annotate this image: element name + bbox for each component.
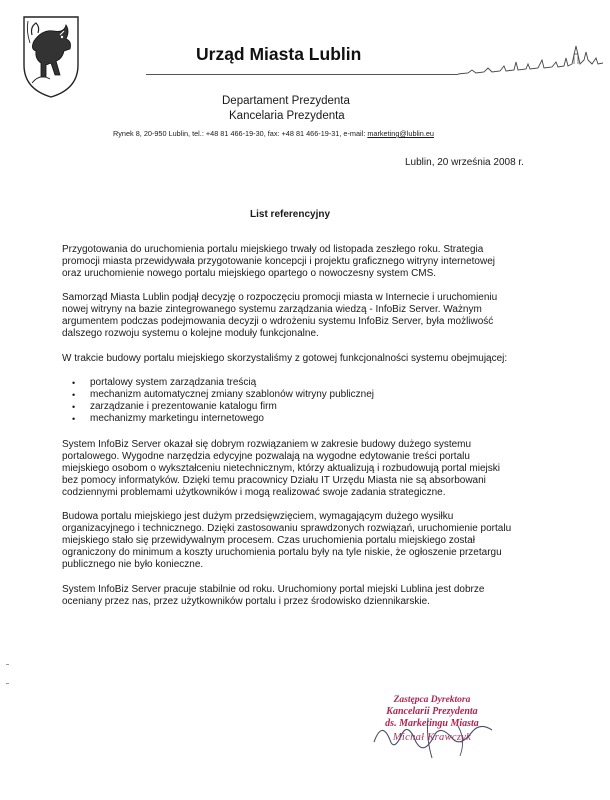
- stamp-signatory-name: Michał Krawczyk: [392, 732, 472, 743]
- paragraph-line: organizacyjnego i technicznego. Dzięki zastosowaniu sprawdzonych rozwiązań, uruchomienie portalu: [62, 523, 512, 535]
- paragraph-line: Samorząd Miasta Lublin podjął decyzję o rozpoczęciu promocji miasta w Internecie i uruchomieniu: [62, 292, 498, 303]
- list-item: • portalowy system zarządzania treścią: [72, 377, 374, 389]
- margin-mark: [6, 664, 9, 665]
- contact-details: Rynek 8, 20-950 Lublin, tel.: +48 81 466-19-30, fax: +48 81 466-19-31, e-mail:: [113, 129, 368, 138]
- paragraph-line: miejskiego osobom o wykształceniu nietechnicznym, którzy aktualizują i rozbudowują portal miejski: [62, 463, 500, 475]
- paragraph-evaluation: [62, 439, 532, 499]
- paragraph-decision: [62, 292, 532, 340]
- paragraph-features-intro: [62, 353, 532, 365]
- paragraph-line: argumentem podczas podejmowania decyzji o wdrożeniu systemu InfoBiz Server, była możliwość: [62, 316, 494, 328]
- organization-title: Urząd Miasta Lublin: [196, 44, 362, 64]
- coat-of-arms-icon: [20, 13, 82, 99]
- stamp-department: Kancelarii Prezydenta: [386, 706, 478, 717]
- paragraph-line: portalowego. Wygodne narzędzia edycyjne pozwalają na wygodne edytowanie treści portalu: [62, 451, 470, 463]
- paragraph-line: Przygotowania do uruchomienia portalu miejskiego trwały od listopada zeszłego roku. Strategia: [62, 244, 484, 255]
- paragraph-line: miejskiego stało się przewidywalnym procesem. Czas uruchomienia portalu miejskiego został: [62, 535, 475, 547]
- paragraph-intro: [62, 244, 532, 280]
- letter-title: List referencyjny: [250, 209, 331, 220]
- paragraph-line: oceniany przez nas, przez użytkowników portalu i przez środowisko dziennikarskie.: [62, 596, 430, 608]
- list-item: • mechanizm automatycznej zmiany szablonów witryny publicznej: [72, 389, 374, 401]
- stamp-division: ds. Marketingu Miasta: [385, 718, 479, 729]
- paragraph-line: nowej witryny na bazie zintegrowanego systemu zarządzania wiedzą - InfoBiz Server. Ważnym: [62, 304, 482, 316]
- letter-date: Lublin, 20 września 2008 r.: [405, 157, 524, 168]
- paragraph-line: publicznego nie było konieczne.: [62, 559, 204, 571]
- paragraph-line: Budowa portalu miejskiego jest dużym przedsięwzięciem, wymagającym dużego wysiłku: [62, 511, 454, 522]
- paragraph-line: ograniczony do minimum a koszty uruchomienia portalu były na tyle niskie, że ogłoszenie przetargu: [62, 547, 502, 559]
- department-name: Departament Prezydenta: [222, 95, 350, 107]
- features-list: [72, 377, 374, 425]
- paragraph-project: [62, 511, 532, 571]
- stamp-position: Zastępca Dyrektora: [393, 695, 471, 705]
- paragraph-line: oraz uruchomienie nowego portalu miejskiego opartego o nowoczesny system CMS.: [62, 268, 437, 280]
- contact-line: [113, 129, 434, 138]
- city-skyline-icon: [458, 40, 603, 82]
- contact-email-link[interactable]: marketing@lublin.eu: [367, 129, 434, 138]
- margin-mark: [6, 683, 9, 684]
- paragraph-closing: [62, 584, 532, 608]
- paragraph-line: W trakcie budowy portalu miejskiego skorzystaliśmy z gotowej funkcjonalności systemu obejmującej:: [62, 353, 508, 364]
- paragraph-line: System InfoBiz Server okazał się dobrym rozwiązaniem w zakresie budowy dużego systemu: [62, 439, 472, 450]
- handwritten-signature: [368, 712, 498, 762]
- paragraph-line: System InfoBiz Server pracuje stabilnie od roku. Uruchomiony portal miejski Lublina jest dobrze: [62, 584, 485, 595]
- header-divider: [146, 74, 458, 75]
- paragraph-line: bez pomocy informatyków. Dzięki temu pracownicy Działu IT Urzędu Miasta nie są absorbowani: [62, 475, 486, 487]
- paragraph-line: promocji miasta przewidywała przygotowanie koncepcji i projektu graficznego witryny internetowej: [62, 256, 495, 268]
- list-item: • zarządzanie i prezentowanie katalogu firm: [72, 401, 374, 413]
- list-item: • mechanizmy marketingu internetowego: [72, 413, 374, 425]
- paragraph-line: dalszego rozwoju systemu o kolejne moduły funkcjonalne.: [62, 328, 319, 340]
- office-name: Kancelaria Prezydenta: [229, 110, 345, 122]
- paragraph-line: codziennymi problemami użytkowników i mogą realizować swoje zadania strategiczne.: [62, 487, 446, 499]
